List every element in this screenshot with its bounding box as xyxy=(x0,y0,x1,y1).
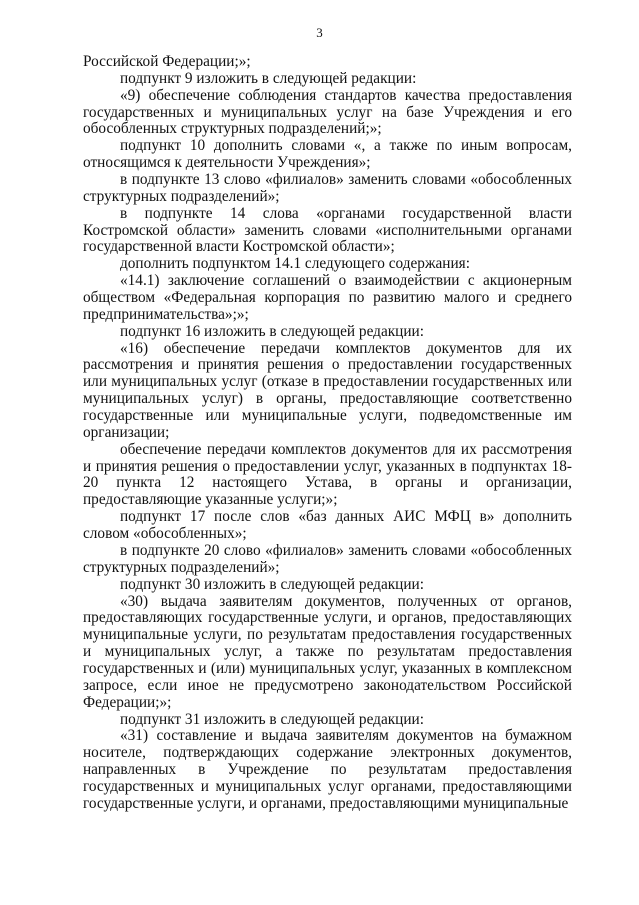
paragraph: подпункт 31 изложить в следующей редакции: xyxy=(120,710,424,728)
paragraph: Российской Федерации;»; xyxy=(83,53,251,70)
paragraph: «30) выдача заявителям документов, полученных от органов, предоставляющих государственные услуги, и органов, предоставляющих муниципальные услуги, по результатам предоставления государственных и муниципальных услуг, а также по результатам предоставления государственных и (или) муниципальных услуг, указанных в комплексном запросе, если иное не предусмотрено законодательством Российской Федерации;»; xyxy=(83,592,572,711)
paragraph: подпункт 16 изложить в следующей редакции: xyxy=(120,322,424,340)
paragraph: подпункт 17 после слов «баз данных АИС МФЦ в» дополнить словом «обособленных»; xyxy=(83,508,572,543)
paragraph: подпункт 30 изложить в следующей редакции: xyxy=(120,575,424,593)
paragraph: «31) составление и выдача заявителям документов на бумажном носителе, подтверждающих содержание электронных документов, направленных в Учреждение по результатам предоставления государственных и муниципальных услуг органами, предоставляющими государственные услуги, и органами, предоставляющими муниципальные xyxy=(83,727,572,812)
paragraph: подпункт 9 изложить в следующей редакции: xyxy=(120,69,417,87)
paragraph: в подпункте 14 слова «органами государственной власти Костромской области» заменить словами «исполнительными органами государственной власти Костромской области»; xyxy=(83,204,572,256)
paragraph: «16) обеспечение передачи комплектов документов для их рассмотрения и принятия решения о предоставлении государственных или муниципальных услуг (отказе в предоставлении государственных или муниципальных услуг) в органы, предоставляющие соответственно государственные или муниципальные услуги, подведомственные им организации; xyxy=(83,339,572,441)
document-body xyxy=(83,54,572,813)
paragraph: в подпункте 13 слово «филиалов» заменить словами «обособленных структурных подразделений»; xyxy=(83,171,572,205)
paragraph: «14.1) заключение соглашений о взаимодействии с акционерным обществом «Федеральная корпорация по развитию малого и среднего предпринимательства»;»; xyxy=(83,272,572,323)
paragraph: обеспечение передачи комплектов документов для их рассмотрения и принятия решения о предоставлении услуг, указанных в подпунктах 18-20 пункта 12 настоящего Устава, в органы и организации, предоставляющие указанные услуги;»; xyxy=(83,440,572,509)
paragraph: в подпункте 20 слово «филиалов» заменить словами «обособленных структурных подразделений»; xyxy=(83,541,572,576)
page-number: 3 xyxy=(316,25,323,40)
paragraph: «9) обеспечение соблюдения стандартов качества предоставления государственных и муниципальных услуг на базе Учреждения и его обособленных структурных подразделений;»; xyxy=(83,86,572,138)
paragraph: подпункт 10 дополнить словами «, а также по иным вопросам, относящимся к деятельности Учреждения»; xyxy=(83,137,572,172)
paragraph: дополнить подпунктом 14.1 следующего содержания: xyxy=(120,255,470,273)
